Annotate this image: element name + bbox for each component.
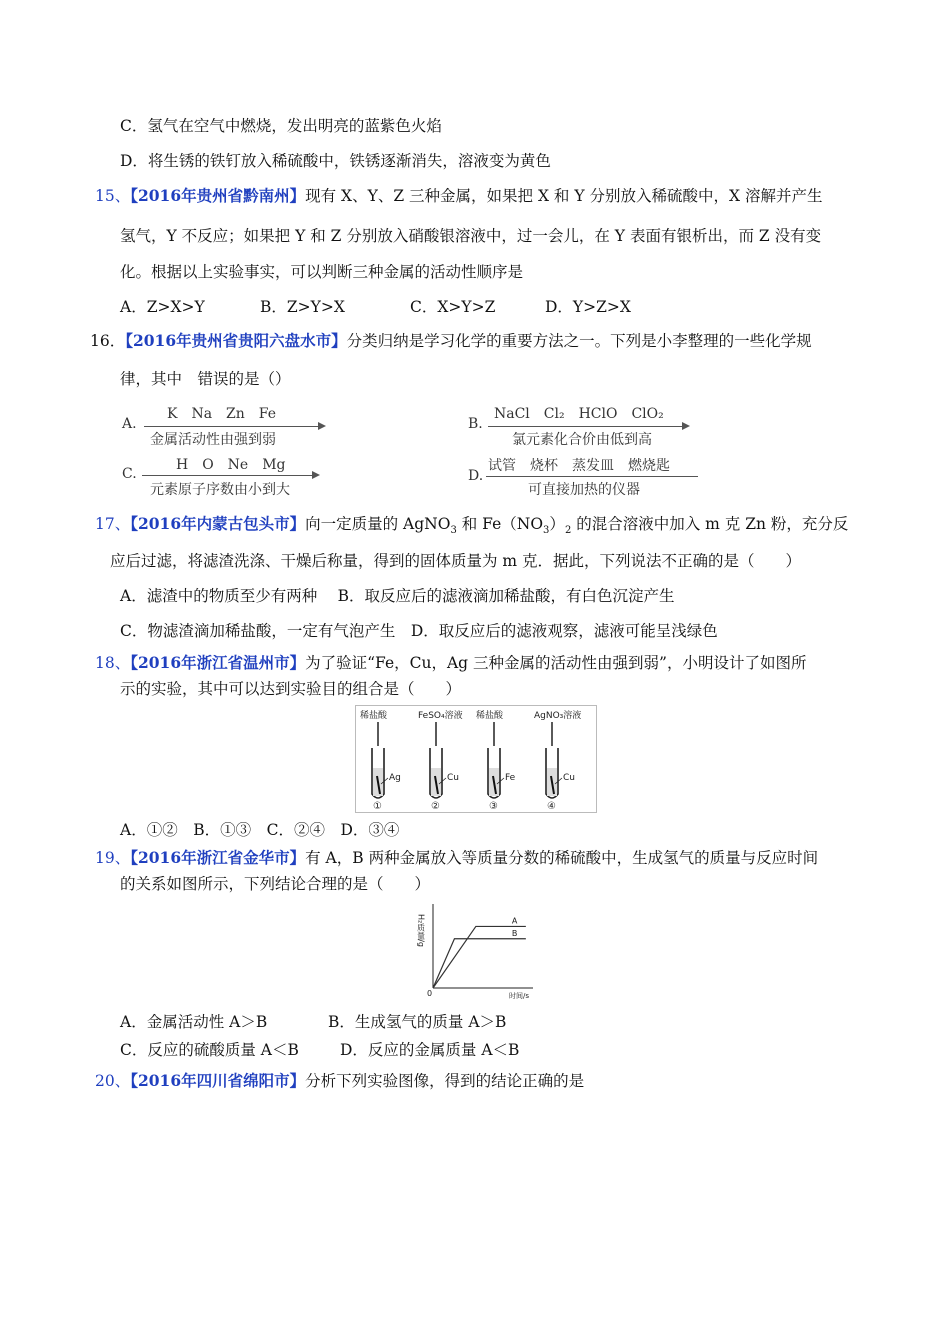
rule-items: NaCl Cl₂ HClO ClO₂ (494, 406, 664, 422)
x-axis-label: 时间/s (509, 992, 530, 1000)
q14-option-c: C．氢气在空气中燃烧，发出明亮的蓝紫色火焰 (120, 117, 442, 135)
q17-options-row1: A．滤渣中的物质至少有两种 B．取反应后的滤液滴加稀盐酸，有白色沉淀产生 (120, 587, 675, 605)
series-label-A: A (511, 916, 518, 926)
metal-label: Cu (563, 773, 575, 783)
q19-option-c: C．反应的硫酸质量 A＜B (120, 1041, 299, 1059)
q15-stem-line1 (95, 186, 822, 206)
q18-options: A．①② B．①③ C．②④ D．③④ (120, 821, 400, 839)
q16-option-b-diagram (468, 402, 698, 450)
q17-stem-line2: 应后过滤，将滤渣洗涤、干燥后称量，得到的固体质量为 m 克．据此，下列说法不正确的是（ ） (110, 552, 802, 570)
q17-options-row2: C．物滤渣滴加稀盐酸，一定有气泡产生 D．取反应后的滤液观察，滤液可能呈浅绿色 (120, 622, 718, 640)
q15-option-c: C．X>Y>Z (410, 298, 496, 316)
question-source: 【2016年浙江省金华市】 (130, 848, 306, 867)
q19-stem-line1 (95, 848, 818, 868)
y-axis-label: H₂质量/g (416, 914, 426, 947)
q15-option-d: D．Y>Z>X (545, 298, 631, 316)
rule-divider (486, 476, 698, 477)
tube-number: ① (373, 801, 382, 812)
question-text: 分类归纳是学习化学的重要方法之一。下列是小李整理的一些化学规 (346, 332, 812, 350)
q17-stem-line1 (95, 514, 848, 541)
q15-stem-line2: 氢气，Y 不反应；如果把 Y 和 Z 分别放入硝酸银溶液中，过一会儿，在 Y 表面有银析出，而 Z 没有变 (120, 227, 822, 245)
metal-label: Ag (389, 773, 401, 783)
tube-number: ③ (489, 801, 498, 812)
q15-stem-line3: 化。根据以上实验事实，可以判断三种金属的活动性顺序是 (120, 263, 524, 281)
rule-items: 试管 烧杯 蒸发皿 燃烧匙 (488, 458, 670, 474)
q19-option-d: D．反应的金属质量 A＜B (340, 1041, 520, 1059)
series-label-B: B (511, 928, 518, 938)
question-text: 分析下列实验图像，得到的结论正确的是 (305, 1072, 585, 1090)
rule-description: 元素原子序数由小到大 (150, 482, 290, 498)
question-number: 15、 (95, 187, 131, 205)
q16-option-a-diagram (122, 402, 342, 450)
series-line-B (433, 939, 526, 988)
subscript: 3 (543, 525, 550, 537)
question-text: 为了验证“Fe，Cu，Ag 三种金属的活动性由强到弱”，小明设计了如图所 (305, 654, 807, 672)
question-number: 19、 (95, 849, 131, 867)
question-text: 和 Fe（NO (456, 515, 544, 533)
rule-arrow (142, 475, 318, 476)
question-text: 有 A，B 两种金属放入等质量分数的稀硫酸中，生成氢气的质量与反应时间 (305, 849, 819, 867)
rule-description: 金属活动性由强到弱 (150, 432, 276, 448)
question-text: ） (549, 515, 565, 533)
question-source: 【2016年内蒙古包头市】 (130, 514, 306, 533)
option-label: D. (468, 468, 484, 484)
question-source: 【2016年四川省绵阳市】 (130, 1071, 306, 1090)
q19-stem-line2: 的关系如图所示，下列结论合理的是（ ） (120, 875, 431, 893)
q18-stem-line2: 示的实验，其中可以达到实验目的组合是（ ） (120, 680, 462, 698)
rule-items: K Na Zn Fe (167, 406, 277, 422)
rule-items: H O Ne Mg (176, 457, 286, 473)
reagent-label: FeSO₄溶液 (418, 711, 463, 721)
metal-label: Cu (447, 773, 459, 783)
q20-stem-line1 (95, 1071, 584, 1091)
q19-option-a: A．金属活动性 A＞B (120, 1013, 268, 1031)
tube-number: ② (431, 801, 440, 812)
rule-arrow (488, 426, 688, 427)
option-label: C. (122, 466, 137, 482)
question-number: 16． (90, 332, 126, 350)
q16-stem-line2: 律，其中 错误的是（） (120, 370, 291, 388)
option-label: A. (122, 416, 137, 432)
reagent-label: 稀盐酸 (476, 711, 504, 721)
q16-option-c-diagram (122, 454, 342, 502)
option-label: B. (468, 416, 483, 432)
origin-label: 0 (427, 989, 433, 998)
question-number: 17、 (95, 515, 131, 533)
question-source: 【2016年贵州省黔南州】 (130, 186, 306, 205)
q18-stem-line1 (95, 653, 806, 673)
q14-option-d: D．将生锈的铁钉放入稀硫酸中，铁锈逐渐消失，溶液变为黄色 (120, 152, 551, 170)
h2-mass-time-chart (415, 900, 535, 1002)
metal-label: Fe (505, 773, 516, 783)
question-source: 【2016年贵州省贵阳六盘水市】 (125, 331, 347, 350)
question-text: 的混合溶液中加入 m 克 Zn 粉，充分反 (571, 515, 849, 533)
question-number: 20、 (95, 1072, 131, 1090)
q16-stem-line1 (90, 331, 812, 351)
subscript: 3 (450, 525, 457, 537)
q16-option-d-diagram (468, 454, 708, 502)
rule-description: 氯元素化合价由低到高 (512, 432, 652, 448)
question-text: 现有 X、Y、Z 三种金属，如果把 X 和 Y 分别放入稀硫酸中，X 溶解并产生 (305, 187, 823, 205)
test-tubes-svg (356, 706, 596, 812)
q19-chart (415, 900, 535, 1002)
rule-arrow (144, 426, 324, 427)
q15-option-b: B．Z>Y>X (260, 298, 345, 316)
reagent-label: AgNO₃溶液 (534, 711, 582, 721)
question-source: 【2016年浙江省温州市】 (130, 653, 306, 672)
question-number: 18、 (95, 654, 131, 672)
question-text: 向一定质量的 AgNO (305, 515, 451, 533)
subscript: 2 (564, 525, 572, 537)
q18-test-tube-figure (355, 705, 597, 813)
q19-option-b: B．生成氢气的质量 A＞B (328, 1013, 507, 1031)
rule-description: 可直接加热的仪器 (528, 482, 640, 498)
reagent-label: 稀盐酸 (360, 711, 388, 721)
tube-number: ④ (547, 801, 556, 812)
q15-option-a: A．Z>X>Y (120, 298, 205, 316)
